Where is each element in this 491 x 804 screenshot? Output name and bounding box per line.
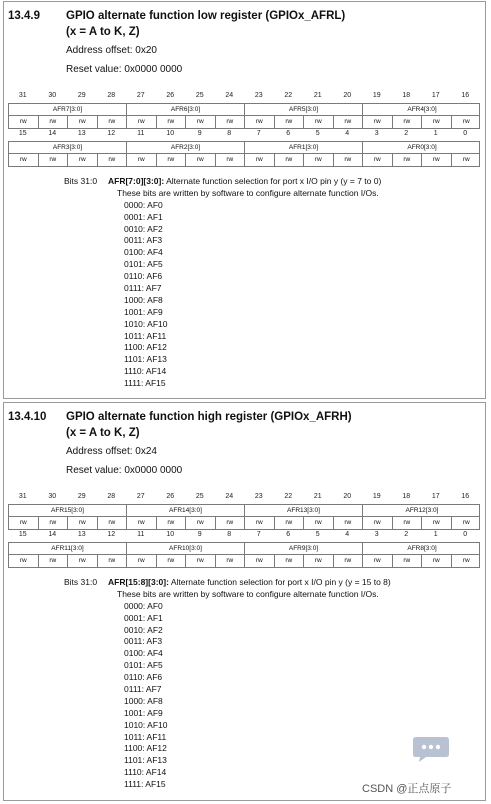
af-list-item: 1001: AF9	[124, 707, 163, 718]
field-name: AFR14[3:0]	[127, 505, 245, 516]
af-list-item: 0010: AF2	[124, 624, 163, 635]
access-type: rw	[275, 555, 305, 567]
access-type: rw	[363, 116, 393, 128]
bit-number: 24	[225, 493, 234, 500]
af-list-item: 1110: AF14	[124, 767, 167, 778]
bit-number: 9	[197, 130, 202, 137]
bit-numbers-upper	[8, 492, 480, 504]
register-bit-table	[8, 91, 480, 167]
af-list-item: 1011: AF11	[124, 731, 167, 742]
section-title	[66, 409, 466, 441]
desc-field: AFR[15:8][3:0]:	[108, 577, 169, 587]
bit-number: 19	[372, 92, 381, 99]
bit-number: 1	[433, 531, 438, 538]
bit-number: 26	[166, 92, 175, 99]
desc-text	[108, 577, 391, 589]
bit-number: 4	[345, 130, 350, 137]
bit-number: 18	[402, 493, 411, 500]
section-title-line2: (x = A to K, Z)	[66, 427, 140, 439]
bit-number: 6	[286, 130, 291, 137]
access-upper	[8, 517, 480, 530]
field-name: AFR11[3:0]	[9, 543, 127, 554]
field-name: AFR5[3:0]	[245, 104, 363, 115]
af-list-item: 0000: AF0	[124, 600, 163, 611]
bit-number: 12	[107, 130, 116, 137]
bit-number: 8	[227, 130, 232, 137]
access-type: rw	[39, 517, 69, 529]
access-type: rw	[462, 156, 470, 163]
access-type: rw	[462, 519, 470, 526]
bit-number: 9	[197, 531, 202, 538]
bit-number: 14	[48, 130, 57, 137]
af-list-item: 1000: AF8	[124, 294, 163, 305]
af-list-item: 1100: AF12	[124, 743, 167, 754]
access-type: rw	[245, 154, 275, 166]
af-list-item: 0111: AF7	[124, 684, 162, 695]
af-list-item: 0100: AF4	[124, 648, 163, 659]
access-type: rw	[245, 517, 275, 529]
bit-number: 19	[372, 493, 381, 500]
bit-number: 11	[137, 531, 145, 538]
desc-text-body: Alternate function selection for port x I/O pin y (y = 15 to 8)	[168, 577, 391, 587]
access-type: rw	[462, 557, 470, 564]
af-list-item: 1001: AF9	[124, 306, 163, 317]
access-type: rw	[363, 517, 393, 529]
bit-number: 18	[402, 92, 411, 99]
desc-sub: These bits are written by software to configure alternate function I/Os.	[117, 187, 379, 198]
access-type: rw	[422, 154, 452, 166]
bit-numbers-lower	[8, 530, 480, 542]
bit-number: 17	[431, 493, 440, 500]
access-type: rw	[275, 116, 305, 128]
af-list-item: 1010: AF10	[124, 719, 168, 730]
bit-number: 23	[254, 493, 263, 500]
access-type: rw	[157, 116, 187, 128]
section-title-line1: GPIO alternate function low register (GPIOx_AFRL)	[66, 10, 346, 22]
access-type: rw	[393, 517, 423, 529]
desc-sub: These bits are written by software to configure alternate function I/Os.	[117, 588, 379, 599]
access-type: rw	[363, 555, 393, 567]
access-type: rw	[334, 116, 364, 128]
bit-number: 14	[48, 531, 57, 538]
bit-number: 12	[107, 531, 116, 538]
access-type: rw	[186, 517, 216, 529]
access-type: rw	[216, 116, 246, 128]
af-list-item: 1010: AF10	[124, 318, 168, 329]
desc-bits: Bits 31:0	[64, 577, 98, 587]
access-type: rw	[363, 154, 393, 166]
bit-number: 0	[463, 130, 468, 137]
bit-number: 2	[404, 531, 409, 538]
field-name: AFR15[3:0]	[9, 505, 127, 516]
access-type: rw	[334, 517, 364, 529]
bit-number: 6	[286, 531, 291, 538]
field-name: AFR6[3:0]	[127, 104, 245, 115]
access-type: rw	[216, 154, 246, 166]
desc-field: AFR[7:0][3:0]:	[108, 176, 165, 186]
bit-number: 13	[77, 531, 86, 538]
access-type: rw	[422, 116, 452, 128]
access-type: rw	[304, 154, 334, 166]
access-upper	[8, 116, 480, 129]
field-name: AFR12[3:0]	[405, 507, 439, 514]
register-bit-table	[8, 492, 480, 568]
chat-bubble-icon[interactable]	[412, 735, 450, 763]
af-list-item: 0010: AF2	[124, 223, 163, 234]
access-type: rw	[9, 517, 39, 529]
access-type: rw	[334, 555, 364, 567]
bit-number: 25	[195, 92, 204, 99]
bit-number: 10	[166, 130, 175, 137]
access-type: rw	[422, 555, 452, 567]
af-list-item: 1110: AF14	[124, 366, 167, 377]
bit-number: 5	[315, 130, 320, 137]
access-type: rw	[39, 116, 69, 128]
af-list	[124, 200, 167, 390]
access-type: rw	[98, 517, 128, 529]
bit-number: 25	[195, 493, 204, 500]
access-type: rw	[186, 555, 216, 567]
access-type: rw	[275, 517, 305, 529]
watermark: CSDN @正点原子	[362, 783, 452, 795]
af-list-item: 0110: AF6	[124, 672, 163, 683]
bit-number: 10	[166, 531, 175, 538]
field-name: AFR7[3:0]	[9, 104, 127, 115]
bit-number: 16	[461, 493, 470, 500]
section-title-line1: GPIO alternate function high register (GPIOx_AFRH)	[66, 411, 352, 423]
bit-number: 21	[313, 92, 322, 99]
bit-number: 4	[345, 531, 350, 538]
access-type: rw	[68, 555, 98, 567]
access-type: rw	[216, 517, 246, 529]
field-name: AFR0[3:0]	[407, 144, 437, 151]
access-type: rw	[334, 154, 364, 166]
reset-value: Reset value: 0x0000 0000	[66, 64, 183, 75]
bit-number: 23	[254, 92, 263, 99]
af-list-item: 0111: AF7	[124, 283, 162, 294]
bit-numbers-lower	[8, 129, 480, 141]
bit-number: 26	[166, 493, 175, 500]
bit-number: 17	[431, 92, 440, 99]
af-list-item: 1000: AF8	[124, 695, 163, 706]
desc-bits: Bits 31:0	[64, 176, 98, 186]
af-list-item: 1111: AF15	[124, 779, 166, 790]
bit-number: 30	[48, 493, 57, 500]
bit-number: 11	[137, 130, 145, 137]
af-list	[124, 601, 167, 791]
bit-number: 27	[136, 493, 145, 500]
field-name: AFR10[3:0]	[127, 543, 245, 554]
access-type: rw	[9, 116, 39, 128]
bit-number: 2	[404, 130, 409, 137]
bit-numbers-upper	[8, 91, 480, 103]
access-type: rw	[186, 116, 216, 128]
access-type: rw	[9, 555, 39, 567]
fields-lower	[8, 542, 480, 555]
field-name: AFR8[3:0]	[407, 545, 437, 552]
af-list-item: 0110: AF6	[124, 271, 163, 282]
af-list-item: 1111: AF15	[124, 378, 166, 389]
field-name: AFR4[3:0]	[407, 106, 437, 113]
access-type: rw	[245, 116, 275, 128]
access-type: rw	[304, 555, 334, 567]
field-name: AFR3[3:0]	[9, 142, 127, 153]
section-number: 13.4.10	[8, 411, 47, 423]
bit-number: 7	[256, 531, 261, 538]
bit-number: 21	[313, 493, 322, 500]
af-list-item: 0101: AF5	[124, 660, 163, 671]
address-offset: Address offset: 0x20	[66, 45, 157, 56]
access-type: rw	[216, 555, 246, 567]
access-type: rw	[186, 154, 216, 166]
access-type: rw	[157, 154, 187, 166]
desc-text-body: Alternate function selection for port x I/O pin y (y = 7 to 0)	[164, 176, 382, 186]
bit-number: 22	[284, 493, 293, 500]
af-list-item: 0000: AF0	[124, 199, 163, 210]
af-list-item: 0011: AF3	[124, 636, 163, 647]
af-list-item: 0001: AF1	[124, 211, 163, 222]
section-title-line2: (x = A to K, Z)	[66, 26, 140, 38]
access-type: rw	[422, 517, 452, 529]
bit-number: 15	[18, 130, 27, 137]
bit-number: 5	[315, 531, 320, 538]
af-list-item: 1101: AF13	[124, 755, 167, 766]
bit-number: 8	[227, 531, 232, 538]
access-type: rw	[304, 116, 334, 128]
af-list-item: 1011: AF11	[124, 330, 167, 341]
access-type: rw	[98, 116, 128, 128]
access-type: rw	[462, 118, 470, 125]
field-name: AFR9[3:0]	[245, 543, 363, 554]
bit-number: 31	[18, 92, 27, 99]
access-type: rw	[9, 154, 39, 166]
access-type: rw	[393, 154, 423, 166]
bit-number: 28	[107, 92, 116, 99]
bit-number: 20	[343, 493, 352, 500]
access-type: rw	[39, 154, 69, 166]
access-lower	[8, 154, 480, 167]
af-list-item: 1101: AF13	[124, 354, 167, 365]
af-list-item: 0101: AF5	[124, 259, 163, 270]
bit-number: 16	[461, 92, 470, 99]
access-type: rw	[98, 555, 128, 567]
access-type: rw	[304, 517, 334, 529]
bit-number: 15	[18, 531, 27, 538]
register-section-afrl	[3, 1, 486, 399]
bit-number: 28	[107, 493, 116, 500]
access-type: rw	[68, 116, 98, 128]
access-type: rw	[393, 116, 423, 128]
field-name: AFR1[3:0]	[245, 142, 363, 153]
fields-upper	[8, 504, 480, 517]
section-title	[66, 8, 466, 40]
af-list-item: 0001: AF1	[124, 612, 163, 623]
desc-text	[108, 176, 381, 188]
section-number: 13.4.9	[8, 10, 40, 22]
bit-number: 0	[463, 531, 468, 538]
bit-number: 3	[374, 130, 379, 137]
field-name: AFR2[3:0]	[127, 142, 245, 153]
bit-number: 29	[77, 92, 86, 99]
access-lower	[8, 555, 480, 568]
access-type: rw	[127, 555, 157, 567]
af-list-item: 1100: AF12	[124, 342, 167, 353]
bit-number: 3	[374, 531, 379, 538]
bit-number: 7	[256, 130, 261, 137]
access-type: rw	[68, 154, 98, 166]
access-type: rw	[127, 154, 157, 166]
bit-number: 27	[136, 92, 145, 99]
access-type: rw	[157, 517, 187, 529]
address-offset: Address offset: 0x24	[66, 446, 157, 457]
access-type: rw	[39, 555, 69, 567]
access-type: rw	[275, 154, 305, 166]
bit-number: 22	[284, 92, 293, 99]
fields-lower	[8, 141, 480, 154]
bit-number: 29	[77, 493, 86, 500]
bit-number: 31	[18, 493, 27, 500]
access-type: rw	[127, 116, 157, 128]
access-type: rw	[98, 154, 128, 166]
bit-number: 30	[48, 92, 57, 99]
bit-number: 24	[225, 92, 234, 99]
access-type: rw	[127, 517, 157, 529]
fields-upper	[8, 103, 480, 116]
access-type: rw	[393, 555, 423, 567]
access-type: rw	[68, 517, 98, 529]
field-name: AFR13[3:0]	[245, 505, 363, 516]
af-list-item: 0011: AF3	[124, 235, 163, 246]
access-type: rw	[157, 555, 187, 567]
bit-number: 1	[433, 130, 438, 137]
bit-number: 13	[77, 130, 86, 137]
bit-number: 20	[343, 92, 352, 99]
access-type: rw	[245, 555, 275, 567]
reset-value: Reset value: 0x0000 0000	[66, 465, 183, 476]
af-list-item: 0100: AF4	[124, 247, 163, 258]
